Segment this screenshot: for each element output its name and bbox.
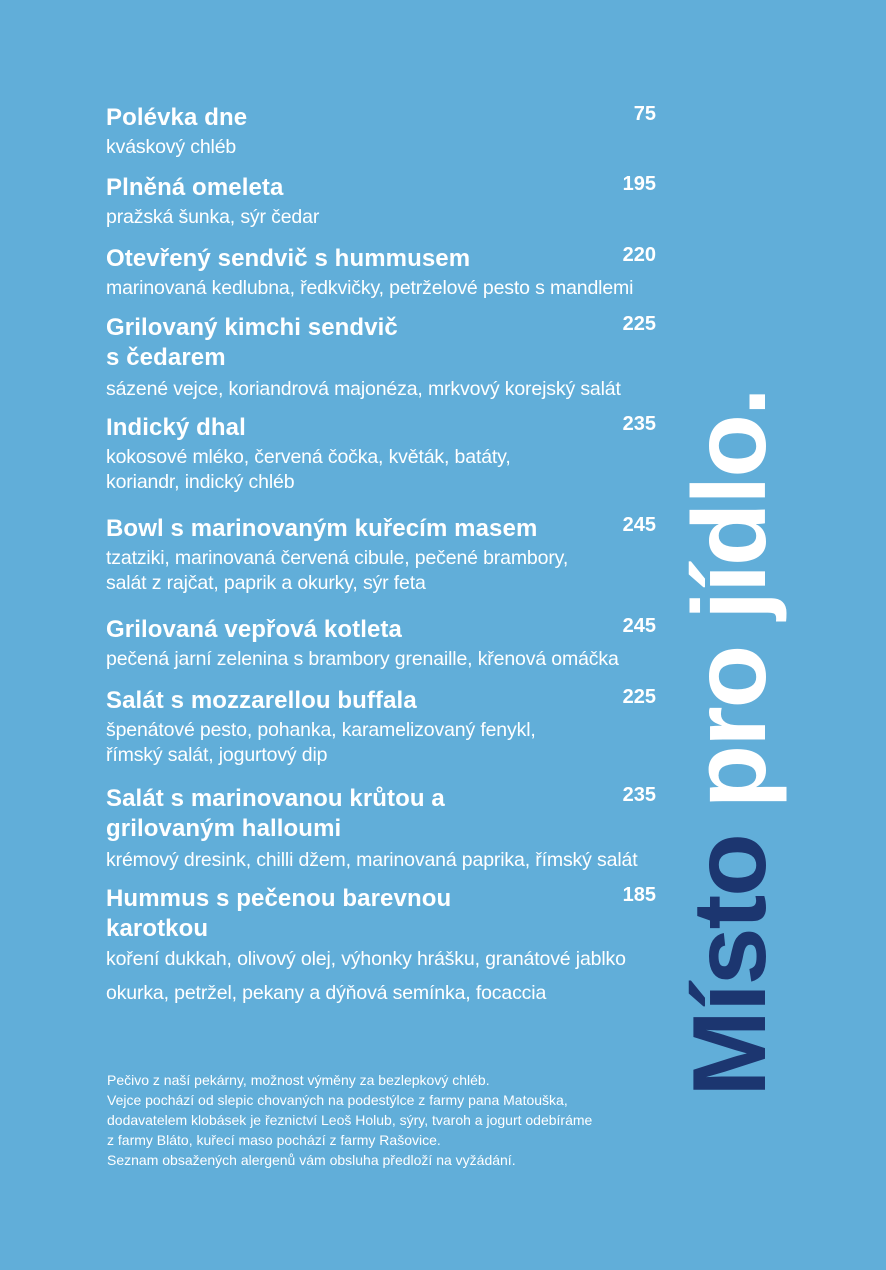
- item-name: Grilovaný kimchi sendvič s čedarem: [106, 314, 398, 371]
- side-title-part1: Místo: [672, 835, 788, 1097]
- item-description: koření dukkah, olivový olej, výhonky hrášku, granátové jablko okurka, petržel, pekany a dýňová semínka, focaccia: [106, 948, 626, 1004]
- item-description: špenátové pesto, pohanka, karamelizovaný fenykl, římský salát, jogurtový dip: [106, 719, 536, 766]
- item-price: 235: [622, 413, 656, 435]
- item-price: 245: [622, 514, 656, 536]
- item-price: 235: [622, 784, 656, 806]
- item-name: Salát s marinovanou krůtou a grilovaným halloumi: [106, 785, 445, 842]
- menu-item-kimchi-sendvic: [106, 313, 658, 402]
- menu-item-kotleta: [106, 615, 658, 672]
- item-description: pečená jarní zelenina s brambory grenaille, křenová omáčka: [106, 648, 619, 670]
- menu-item-polevka: [106, 103, 658, 160]
- item-price: 185: [622, 884, 656, 906]
- menu-item-kruta: [106, 784, 658, 873]
- item-description: kokosové mléko, červená čočka, květák, batáty, koriandr, indický chléb: [106, 446, 511, 493]
- item-description: marinovaná kedlubna, ředkvičky, petrželové pesto s mandlemi: [106, 277, 634, 299]
- item-price: 75: [633, 103, 656, 125]
- footnote: Pečivo z naší pekárny, možnost výměny za bezlepkový chléb. Vejce pochází od slepic chovaných na podestýlce z farmy pana Matouška, dodavatelem klobásek je řeznictví Leoš Holub, sýry, tvaroh a jogurt odebíráme z farmy Bláto, kuřecí maso pochází z farmy Rašovice. Seznam obsažených alergenů vám obsluha předloží na vyžádání.: [107, 1072, 593, 1168]
- item-price: 225: [622, 686, 656, 708]
- item-name: Polévka dne: [106, 104, 248, 131]
- item-name: Otevřený sendvič s hummusem: [106, 245, 471, 272]
- menu-item-mozzarella: [106, 686, 658, 768]
- menu-item-dhal: [106, 413, 658, 495]
- item-description: sázené vejce, koriandrová majonéza, mrkvový korejský salát: [106, 378, 621, 400]
- item-name: Bowl s marinovaným kuřecím masem: [106, 515, 538, 542]
- menu-item-omeleta: [106, 173, 658, 230]
- menu-item-bowl: [106, 514, 658, 596]
- item-description: krémový dresink, chilli džem, marinovaná paprika, římský salát: [106, 849, 638, 871]
- item-name: Hummus s pečenou barevnou karotkou: [106, 885, 452, 942]
- side-title-part2: pro jídlo.: [672, 389, 788, 836]
- menu-item-sendvic-hummus: [106, 244, 658, 301]
- item-price: 195: [622, 173, 656, 195]
- menu-item-hummus-karotka: [106, 884, 658, 1010]
- item-name: Plněná omeleta: [106, 174, 284, 201]
- item-name: Grilovaná vepřová kotleta: [106, 616, 402, 643]
- item-name: Salát s mozzarellou buffala: [106, 687, 417, 714]
- item-description: tzatziki, marinovaná červená cibule, pečené brambory, salát z rajčat, paprik a okurky, sýr feta: [106, 547, 569, 594]
- item-price: 220: [622, 244, 656, 266]
- item-price: 245: [622, 615, 656, 637]
- item-price: 225: [622, 313, 656, 335]
- item-description: pražská šunka, sýr čedar: [106, 206, 320, 228]
- side-title: [672, 389, 788, 1097]
- item-name: Indický dhal: [106, 414, 246, 441]
- item-description: kváskový chléb: [106, 136, 237, 158]
